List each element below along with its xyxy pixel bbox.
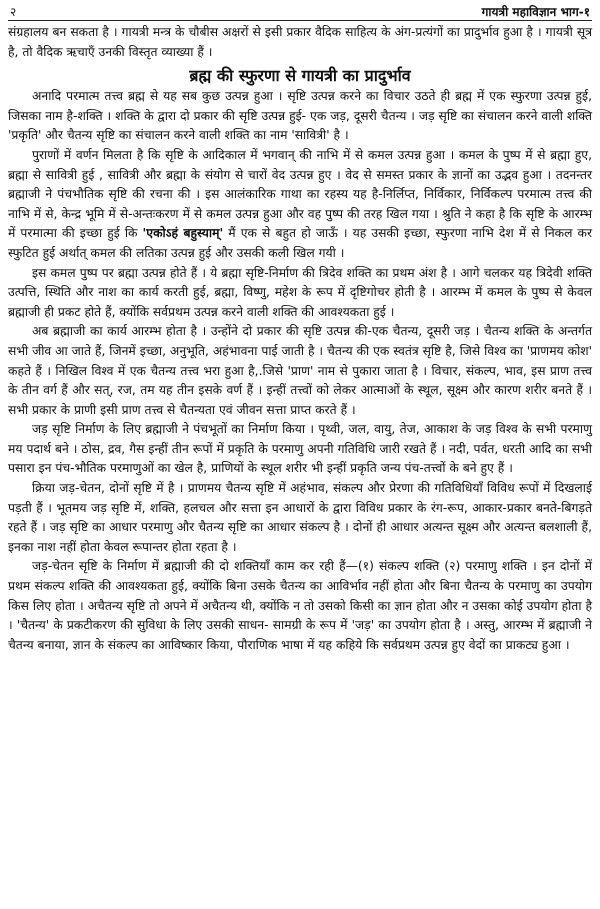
- paragraph-6: क्रिया जड़-चेतन, दोनों सृष्टि में है । प्राणमय चैतन्य सृष्टि में अहंभाव, संकल्प और प्रेरणा की गतिविधियाँ विविध रूपों में दिखलाई पड़ती हैं । भूतमय जड़ सृष्टि में, शक्ति, हलचल और सत्ता इन आधारों के द्वारा विविध प्रकार के रंग-रूप, आकार-प्रकार बनते-बिगड़ते रहते हैं । जड़ सृष्टि का आधार परमाणु और चैतन्य सृष्टि का आधार संकल्प है । दोनों ही आधार अत्यन्त सूक्ष्म और अत्यन्त बलशाली हैं, इनका नाश नहीं होता केवल रूपान्तर होता रहता है ।: [8, 481, 592, 554]
- sanskrit-quote: 'एकोऽहं बहुस्याम्': [142, 226, 224, 241]
- page-number: २: [10, 5, 17, 19]
- paragraph-2: [8, 146, 592, 264]
- paragraph-2-text-before: पुराणों में वर्णन मिलता है कि सृष्टि के आदिकाल में भगवान् की नाभि में से कमल उत्पन्न हुआ । कमल के पुष्प में से ब्रह्मा हुए, ब्रह्मा से सावित्री हुई , सावित्री और ब्रह्मा के संयोग से चारों वेद उत्पन्न हुए । वेद से समस्त प्रकार के ज्ञानों का उद्भव हुआ । तदनन्तर ब्रह्माजी ने पंचभौतिक सृष्टि की रचना की । इस आलंकारिक गाथा का रहस्य यह है-निर्लिप्त, निर्विकार, निर्विकल्प परमात्म तत्त्व की नाभि में से, केन्द्र भूमि में से-अन्तःकरण में से कमल उत्पन्न हुआ और वह पुष्प की तरह खिल गया । श्रुति ने कहा है कि सृष्टि के आरम्भ में परमात्मा की इच्छा हुई कि: [8, 147, 592, 241]
- paragraph-2-text-after: मैं एक से बहुत हो जाऊँ । यह उसकी इच्छा, स्फुरणा नाभि देश में से निकल कर स्फुटित हुई अर्थात् कमल की लतिका उत्पन्न हुई और उसकी कली खिल गयी ।: [8, 226, 592, 260]
- page-body: [8, 23, 592, 655]
- paragraph-3: इस कमल पुष्प पर ब्रह्मा उत्पन्न होते हैं । ये ब्रह्मा सृष्टि-निर्माण की त्रिदेव शक्ति का प्रथम अंश है । आगे चलकर यह त्रिदेवी शक्ति उत्पत्ति, स्थिति और नाश का कार्य करती हुई, ब्रह्मा, विष्णु, महेश के रूप में दृष्टिगोचर होती है । आरम्भ में कमल के पुष्प से केवल ब्रह्माजी ही प्रकट होते हैं, क्योंकि सर्वप्रथम उत्पन्न करने वाली शक्ति की आवश्यकता हुई ।: [8, 265, 592, 319]
- page-header: [8, 3, 592, 21]
- section-heading: ब्रह्म की स्फुरणा से गायत्री का प्रादुर्भाव: [189, 66, 411, 86]
- paragraph-1: अनादि परमात्म तत्त्व ब्रह्म से यह सब कुछ उत्पन्न हुआ । सृष्टि उत्पन्न करने का विचार उठते ही ब्रह्म में एक स्फुरणा उत्पन्न हुई, जिसका नाम है-शक्ति । शक्ति के द्वारा दो प्रकार की सृष्टि उत्पन्न हुई- एक जड़, दूसरी चैतन्य । जड़ सृष्टि का संचालन करने वाली शक्ति 'प्रकृति' और चैतन्य सृष्टि का संचालन करने वाली शक्ति का नाम 'सावित्री' है ।: [8, 89, 592, 143]
- book-title: गायत्री महाविज्ञान भाग-१: [481, 5, 590, 19]
- paragraph-5: जड़ सृष्टि निर्माण के लिए ब्रह्माजी ने पंचभूतों का निर्माण किया । पृथ्वी, जल, वायु, तेज, आकाश के जड़ विश्व के सभी परमाणु मय पदार्थ बने । ठोस, द्रव, गैस इन्हीं तीन रूपों में प्रकृति के परमाणु अपनी गतिविधि जारी रखते हैं । नदी, पर्वत, धरती आदि का सभी पसारा इन पंच-भौतिक परमाणुओं का खेल है, प्राणियों के स्थूल शरीर भी इन्हीं प्रकृति जन्य पंच-तत्त्वों के बने हुए हैं ।: [8, 422, 592, 476]
- paragraph-4: अब ब्रह्माजी का कार्य आरम्भ होता है । उन्होंने दो प्रकार की सृष्टि उत्पन्न की-एक चैतन्य, दूसरी जड़ । चैतन्य शक्ति के अन्तर्गत सभी जीव आ जाते हैं, जिनमें इच्छा, अनुभूति, अहंभावना पाई जाती है । चैतन्य की एक स्वतंत्र सृष्टि है, जिसे विश्व का 'प्राणमय कोश' कहते हैं । निखिल विश्व में एक चैतन्य तत्त्व भरा हुआ है,.जिसे 'प्राण' नाम से पुकारा जाता है । विचार, संकल्प, भाव, इस प्राण तत्त्व के तीन वर्ग हैं और सत्, रज, तम यह तीन इसके वर्ण हैं । इन्हीं तत्त्वों को लेकर आत्माओं के स्थूल, सूक्ष्म और कारण शरीर बनते हैं । सभी प्रकार के प्राणी इसी प्राण तत्त्व से चैतन्यता एवं जीवन सत्ता प्राप्त करते हैं ।: [8, 324, 592, 417]
- intro-paragraph: संग्रहालय बन सकता है । गायत्री मन्त्र के चौबीस अक्षरों से इसी प्रकार वैदिक साहित्य के अंग-प्रत्यंगों का प्रादुर्भाव हुआ है । गायत्री सूत्र है, तो वैदिक ऋचाएँ उनकी विस्तृत व्याख्या हैं ।: [8, 25, 592, 59]
- paragraph-7: जड़-चेतन सृष्टि के निर्माण में ब्रह्माजी की दो शक्तियाँ काम कर रही हैं—(१) संकल्प शक्ति (२) परमाणु शक्ति । इन दोनों में प्रथम संकल्प शक्ति की आवश्यकता हुई, क्योंकि बिना उसके चैतन्य का आविर्भाव नहीं होता और बिना चैतन्य के परमाणु का उपयोग किस लिए होता । अचैतन्य सृष्टि तो अपने में अचैतन्य थी, क्योंकि न तो उसको किसी का ज्ञान होता और न उसका कोई उपयोग होता है । 'चैतन्य' के प्रकटीकरण की सुविधा के लिए उसकी साधन- सामग्री के रूप में 'जड़' का उपयोग होता है । अस्तु, आरम्भ में ब्रह्माजी ने चैतन्य बनाया, ज्ञान के संकल्प का आविष्कार किया, पौराणिक भाषा में यह कहिये कि सर्वप्रथम उत्पन्न हुए वेदों का प्राकट्य हुआ ।: [8, 559, 592, 652]
